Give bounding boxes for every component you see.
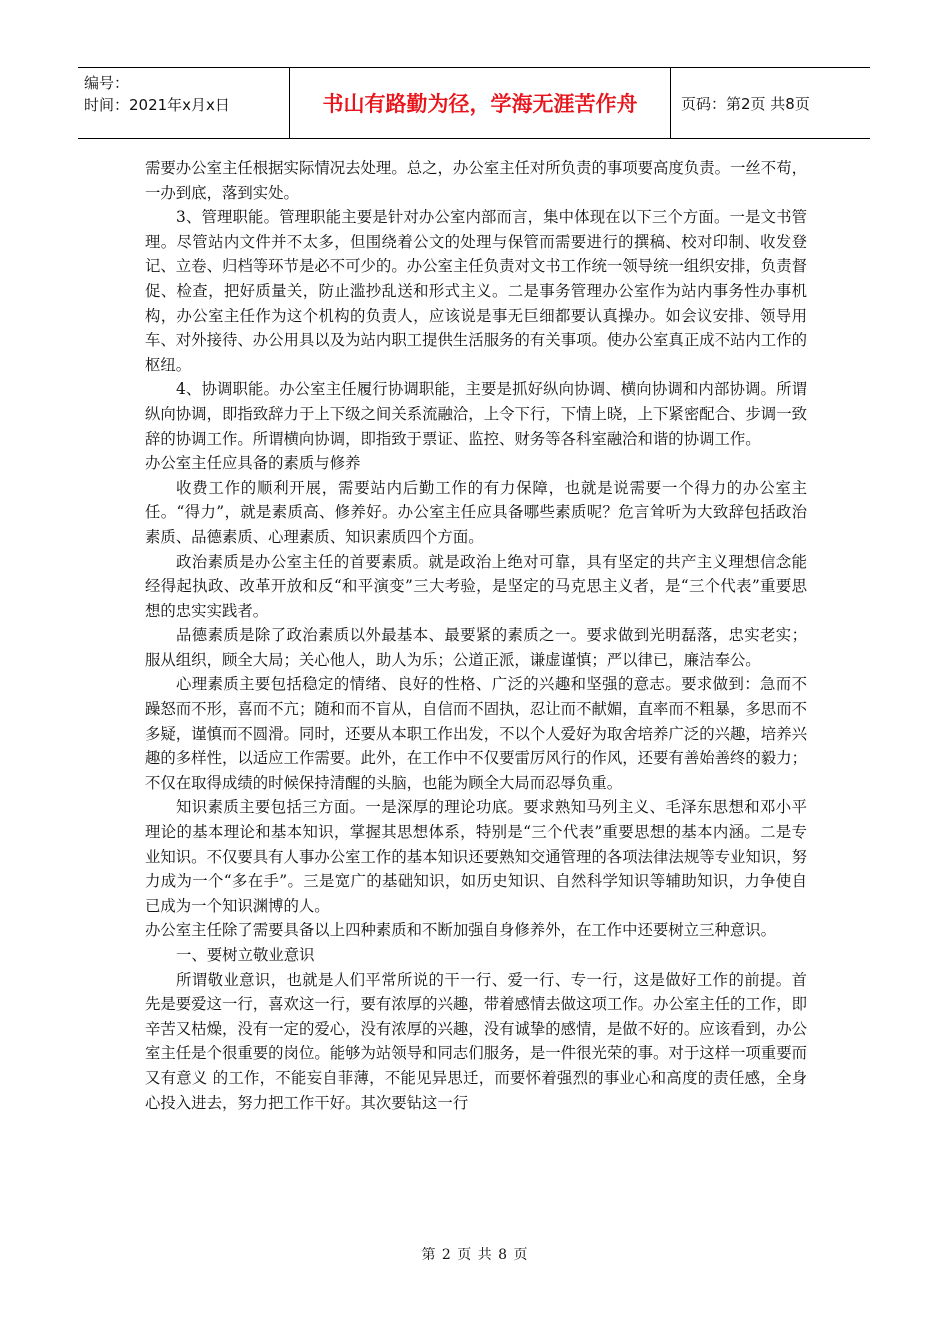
subheading: 一、要树立敬业意识: [176, 946, 315, 964]
paragraph-10: 办公室主任除了需要具备以上四种素质和不断加强自身修养外，在工作中还要树立三种意识。: [145, 921, 777, 940]
paragraph-7: 品德素质是除了政治素质以外最基本、最要紧的素质之一。要求做到光明磊落，忠实老实；服从组织，顾全大局；关心他人，助人为乐；公道正派，谦虚谨慎；严以律已，廉洁奉公。: [145, 626, 807, 669]
page-footer: 第 2 页 共 8 页: [421, 1247, 529, 1263]
paragraph-12: 所谓敬业意识，也就是人们平常所说的干一行、爱一行、专一行，这是做好工作的前提。首先是要爱这一行，喜欢这一行，要有浓厚的兴趣，带着感情去做这项工作。办公室主任的工作，即辛苦又枯燥，没有一定的爱心，没有浓厚的兴趣，没有诚挚的感情，是做不好的。应该看到，办公室主任是个很重要的岗位。能够为站领导和同志们服务，是一件很光荣的事。对于这样一项重要而又有意义 的工作，不能妄自菲薄，不能见异思迁，而要怀着强烈的事业心和高度的责任感，全身心投入进去，努力把工作干好。其次要钻这一行: [145, 970, 807, 1112]
header-meta: [78, 68, 290, 138]
paragraph-9: 知识素质主要包括三方面。一是深厚的理论功底。要求熟知马列主义、毛泽东思想和邓小平理论的基本理论和基本知识，掌握其思想体系，特别是“三个代表”重要思想的基本内涵。二是专业知识。不仅要具有人事办公室工作的基本知识还要熟知交通管理的各项法律法规等专业知识，努力成为一个“多在手”。三是宽广的基础知识，如历史知识、自然科学知识等辅助知识，力争使自已成为一个知识渊博的人。: [145, 798, 807, 915]
page-header: [78, 67, 870, 139]
number-label: 编号：: [84, 74, 130, 92]
document-body: [145, 156, 807, 1115]
paragraph-6: 政治素质是办公室主任的首要素质。就是政治上绝对可靠，具有坚定的共产主义理想信念能经得起执政、改革开放和反“和平演变”三大考验，是坚定的马克思主义者，是“三个代表”重要思想的忠实实践者。: [145, 552, 807, 620]
section-heading: 办公室主任应具备的素质与修养: [145, 454, 361, 473]
date-label: 时间：2021年x月x日: [84, 96, 230, 114]
paragraph-8: 心理素质主要包括稳定的情绪、良好的性格、广泛的兴趣和坚强的意志。要求做到：急而不躁怒而不形，喜而不亢；随和而不盲从，自信而不固执，忍让而不献媚，直率而不粗暴，多思而不多疑，谨慎而不圆滑。同时，还要从本职工作出发，不以个人爱好为取舍培养广泛的兴趣，培养兴趣的多样性，以适应工作需要。此外，在工作中不仅要雷厉风行的作风，还要有善始善终的毅力；不仅在取得成绩的时候保持清醒的头脑，也能为顾全大局而忍辱负重。: [145, 675, 807, 792]
header-motto: 书山有路勤为径，学海无涯苦作舟: [290, 68, 671, 138]
paragraph-5: 收费工作的顺利开展，需要站内后勤工作的有力保障，也就是说需要一个得力的办公室主任。“得力”，就是素质高、修养好。办公室主任应具备哪些素质呢？危言耸听为大致辞包括政治素质、品德素质、心理素质、知识素质四个方面。: [145, 478, 807, 546]
paragraph-1: 需要办公室主任根据实际情况去处理。总之，办公室主任对所负责的事项要高度负责。一丝不苟，一办到底，落到实处。: [145, 159, 807, 202]
paragraph-2: 3、管理职能。管理职能主要是针对办公室内部而言，集中体现在以下三个方面。一是文书管理。尽管站内文件并不太多，但围绕着公文的处理与保管而需要进行的撰稿、校对印制、收发登记、立卷、归档等环节是必不可少的。办公室主任负责对文书工作统一领导统一组织安排，负责督促、检查，把好质量关，防止滥抄乱送和形式主义。二是事务管理办公室作为站内事务性办事机构，办公室主任作为这个机构的负责人，应该说是事无巨细都要认真操办。如会议安排、领导用车、对外接待、办公用具以及为站内职工提供生活服务的有关事项。使办公室真正成不站内工作的枢纽。: [145, 208, 807, 374]
paragraph-3: 4、协调职能。办公室主任履行协调职能，主要是抓好纵向协调、横向协调和内部协调。所谓纵向协调，即指致辞力于上下级之间关系流融洽，上令下行，下情上晓，上下紧密配合、步调一致辞的协调工作。所谓横向协调，即指致于票证、监控、财务等各科室融洽和谐的协调工作。: [145, 380, 807, 448]
header-page-info: 页码：第2页 共8页: [681, 94, 810, 113]
